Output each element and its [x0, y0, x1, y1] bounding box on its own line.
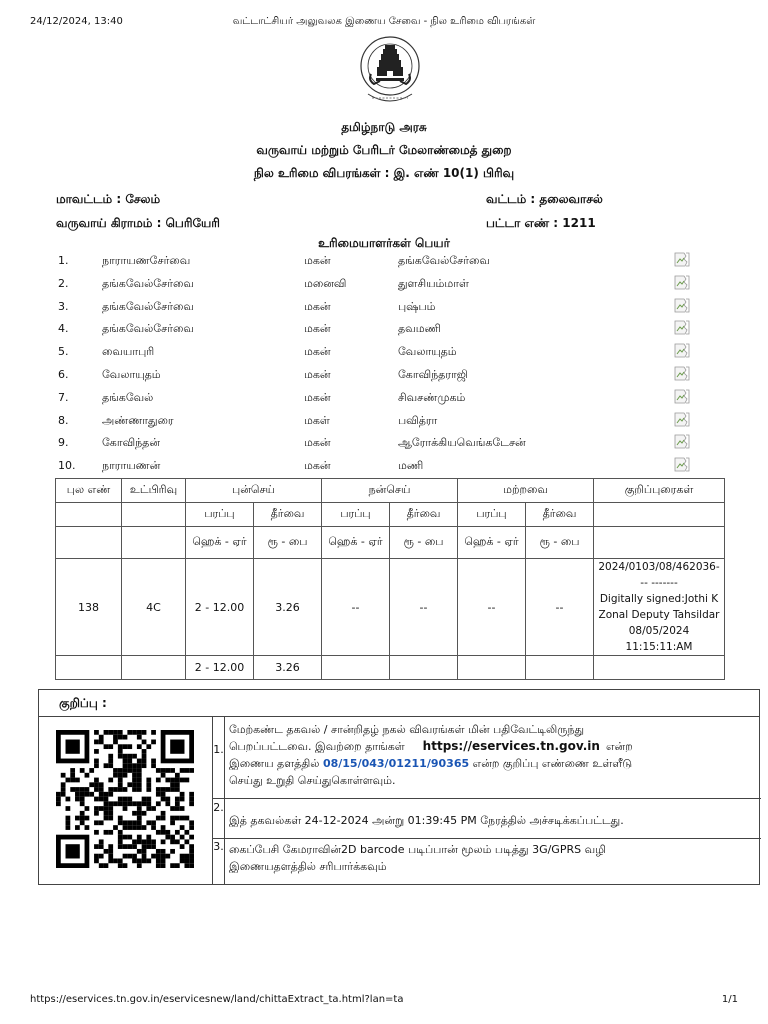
broken-image-icon — [674, 366, 690, 381]
owner-number: 4. — [58, 322, 69, 336]
broken-image-icon — [674, 298, 690, 313]
owner-number: 10. — [58, 459, 76, 473]
owner-number: 8. — [58, 413, 69, 427]
note-1-line-3: இணைய தளத்தில் 08/15/043/01211/90365 என்ற குறிப்பு எண்ணை உள்ளீடு — [229, 757, 633, 770]
total-punjai-tax: 3.26 — [254, 656, 322, 680]
header-punjai-tax: தீர்வை — [254, 503, 322, 527]
owner-relation: மகன் — [304, 254, 331, 267]
print-footer — [30, 994, 738, 1008]
owner-number: 7. — [58, 390, 69, 404]
owner-name: கோவிந்தன் — [102, 436, 160, 450]
note-3-line-1: கைப்பேசி கேமராவின்2D barcode படிப்பான் மூலம் படித்து 3G/GPRS வழி — [229, 843, 606, 856]
broken-image-icon — [674, 457, 690, 472]
punjai-area: 2 - 12.00 — [186, 559, 254, 656]
list-item — [58, 322, 708, 340]
broken-image-icon — [674, 412, 690, 427]
note-number: 2. — [213, 799, 225, 838]
notes-title: குறிப்பு : — [39, 690, 759, 717]
owner-parent-name: தவமணி — [398, 322, 441, 336]
list-item — [58, 254, 708, 272]
owners-section-title: உரிமையாளர்கள் பெயர் — [318, 236, 450, 250]
notes-section — [38, 689, 760, 885]
owner-number: 9. — [58, 436, 69, 450]
header-other-area: பரப்பு — [458, 503, 526, 527]
owner-parent-name: மணி — [398, 459, 424, 473]
other-tax: -- — [526, 559, 594, 656]
list-item — [58, 459, 708, 477]
print-page-title: வட்டாட்சியர் அலுவலக இணைய சேவை - நில உரிமை விபரங்கள் — [232, 16, 536, 27]
unit-other-tax: ரூ - பை — [526, 527, 594, 559]
punjai-tax: 3.26 — [254, 559, 322, 656]
owner-relation: மகன் — [304, 390, 331, 404]
remark-designation: Zonal Deputy Tahsildar — [598, 609, 720, 621]
owner-name: தங்கவேல்சேர்வை — [102, 276, 194, 290]
note-item-1 — [213, 717, 761, 799]
list-item — [58, 277, 708, 295]
owner-parent-name: துளசியம்மாள் — [398, 276, 469, 290]
owner-name: வையாபுரி — [102, 345, 155, 359]
print-header — [30, 16, 738, 32]
owner-name: வேலாயுதம் — [102, 368, 161, 381]
broken-image-icon — [674, 252, 690, 267]
owner-name: நாராயணன் — [102, 459, 161, 473]
broken-image-icon — [674, 434, 690, 449]
list-item — [58, 436, 708, 454]
note-item-3 — [213, 839, 761, 884]
header-punjai: புன்செய் — [186, 479, 322, 503]
reference-number: 08/15/043/01211/90365 — [322, 757, 470, 770]
footer-url: https://eservices.tn.gov.in/eservicesnew/land/chittaExtract_ta.html?lan=ta — [30, 994, 404, 1005]
list-item — [58, 345, 708, 363]
owner-parent-name: ஆரோக்கியவெங்கடேசன் — [398, 436, 526, 450]
note-1-line-1: மேற்கண்ட தகவல் / சான்றிதழ் நகல் விவரங்கள் மின் பதிவேட்டிலிருந்து — [229, 723, 585, 736]
page-number: 1/1 — [721, 994, 738, 1005]
table-header-row — [56, 479, 725, 503]
owner-relation: மகன் — [304, 436, 331, 450]
nanjai-area: -- — [322, 559, 390, 656]
table-subheader-row — [56, 503, 725, 527]
note-number: 3. — [213, 839, 225, 884]
note-text: இத் தகவல்கள் 24-12-2024 அன்று 01:39:45 PM நேரத்தில் அச்சடிக்கப்பட்டது. — [229, 814, 624, 827]
village-label: வருவாய் கிராமம் : பெரியேரி — [56, 216, 220, 230]
header-other: மற்றவை — [458, 479, 594, 503]
department-title: வருவாய் மற்றும் பேரிடர் மேலாண்மைத் துறை — [256, 143, 512, 157]
note-1-line-4: செய்து உறுதி செய்துகொள்ளவும். — [229, 774, 396, 787]
header-subdivision: உட்பிரிவு — [122, 479, 186, 503]
note-3-line-2: இணையதளத்தில் சரிபார்க்கவும் — [229, 860, 387, 873]
owner-parent-name: தங்கவேல்சேர்வை — [398, 254, 490, 267]
owner-parent-name: கோவிந்தராஜி — [398, 368, 468, 381]
header-nanjai: நன்செய் — [322, 479, 458, 503]
owner-parent-name: புஷ்பம் — [398, 299, 436, 313]
note-item-2 — [213, 799, 761, 839]
list-item — [58, 368, 708, 386]
broken-image-icon — [674, 343, 690, 358]
owner-parent-name: சிவசண்முகம் — [398, 390, 466, 404]
header-punjai-area: பரப்பு — [186, 503, 254, 527]
owner-name: தங்கவேல் — [102, 390, 154, 404]
print-timestamp: 24/12/2024, 13:40 — [30, 16, 123, 27]
unit-nanjai-area: ஹெக் - ஏர் — [322, 527, 390, 559]
unit-other-area: ஹெக் - ஏர் — [458, 527, 526, 559]
eservices-link[interactable]: https://eservices.tn.gov.in — [422, 739, 600, 753]
header-survey-number: புல எண் — [56, 479, 122, 503]
unit-punjai-area: ஹெக் - ஏர் — [186, 527, 254, 559]
header-remarks: குறிப்புரைகள் — [594, 479, 725, 503]
document-title: நில உரிமை விபரங்கள் : இ. எண் 10(1) பிரிவு — [253, 166, 515, 180]
owner-relation: மகள் — [304, 413, 330, 427]
remark-date: 08/05/2024 — [628, 625, 690, 637]
owner-number: 3. — [58, 299, 69, 313]
table-total-row — [56, 656, 725, 680]
note-text — [229, 721, 755, 789]
other-area: -- — [458, 559, 526, 656]
government-title: தமிழ்நாடு அரசு — [341, 120, 427, 134]
owner-relation: மகன் — [304, 345, 331, 359]
remark-signature: Digitally signed:Jothi K — [599, 593, 719, 605]
list-item — [58, 414, 708, 432]
header-nanjai-area: பரப்பு — [322, 503, 390, 527]
broken-image-icon — [674, 320, 690, 335]
government-emblem — [358, 34, 422, 108]
list-item — [58, 391, 708, 409]
header-nanjai-tax: தீர்வை — [390, 503, 458, 527]
broken-image-icon — [674, 389, 690, 404]
qr-cell — [39, 717, 213, 884]
land-details-table — [55, 478, 725, 680]
owner-name: அண்ணாதுரை — [102, 413, 174, 427]
owner-number: 1. — [58, 254, 69, 267]
taluk-label: வட்டம் : தலைவாசல் — [486, 192, 603, 206]
owner-relation: மகன் — [304, 322, 331, 336]
note-number: 1. — [213, 717, 225, 798]
remark-time: 11:15:11:AM — [625, 641, 693, 653]
owner-relation: மனைவி — [304, 276, 347, 290]
owner-name: தங்கவேல்சேர்வை — [102, 322, 194, 336]
owner-relation: மகன் — [304, 459, 331, 473]
remark-dashes: -- ------- — [640, 577, 678, 589]
note-text — [229, 841, 755, 875]
owner-number: 5. — [58, 345, 69, 359]
remarks-cell — [594, 559, 725, 656]
owner-number: 6. — [58, 368, 69, 381]
owner-relation: மகன் — [304, 368, 331, 381]
list-item — [58, 300, 708, 318]
qr-code[interactable] — [56, 730, 194, 868]
note-1-line-2: பெறப்பட்டவை. இவற்றை தாங்கள் https://eservices.tn.gov.in என்ற — [229, 739, 633, 753]
owner-name: நாராயணசேர்வை — [102, 254, 191, 267]
subdivision: 4C — [122, 559, 186, 656]
total-punjai-area: 2 - 12.00 — [186, 656, 254, 680]
unit-punjai-tax: ரூ - பை — [254, 527, 322, 559]
patta-number-label: பட்டா எண் : 1211 — [486, 216, 596, 230]
remark-reference: 2024/0103/08/462036- — [598, 561, 720, 573]
owner-number: 2. — [58, 276, 69, 290]
table-row — [56, 559, 725, 656]
broken-image-icon — [674, 275, 690, 290]
district-label: மாவட்டம் : சேலம் — [56, 192, 161, 206]
table-units-row — [56, 527, 725, 559]
owner-name: தங்கவேல்சேர்வை — [102, 299, 194, 313]
unit-nanjai-tax: ரூ - பை — [390, 527, 458, 559]
survey-number: 138 — [56, 559, 122, 656]
owner-parent-name: வேலாயுதம் — [398, 345, 457, 359]
owner-parent-name: பவித்ரா — [398, 413, 438, 427]
nanjai-tax: -- — [390, 559, 458, 656]
owner-relation: மகன் — [304, 299, 331, 313]
header-other-tax: தீர்வை — [526, 503, 594, 527]
